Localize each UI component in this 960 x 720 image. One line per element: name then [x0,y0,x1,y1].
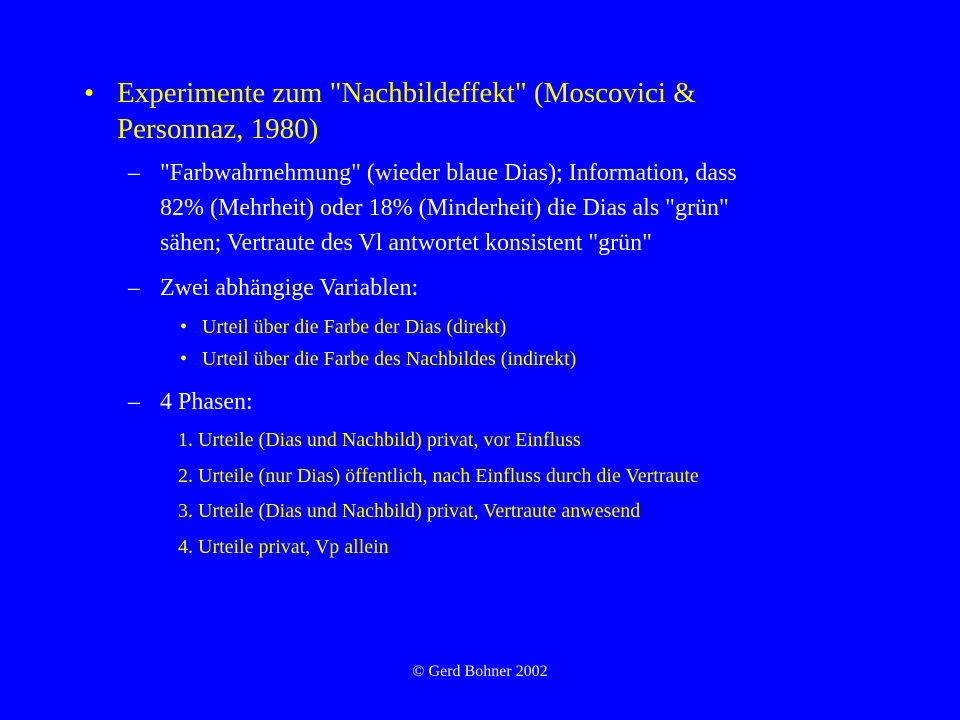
item1-line-1: "Farbwahrnehmung" (wieder blaue Dias); Information, dass [160,160,737,186]
item2-label: Zwei abhängige Variablen: [160,275,419,301]
item1-line-2: 82% (Mehrheit) oder 18% (Minderheit) die Dias als "grün" [160,195,729,221]
phase-3: 3. Urteile (Dias und Nachbild) privat, Vertraute anwesend [178,500,641,522]
sub-item-2: Urteil über die Farbe des Nachbildes (indirekt) [202,348,577,370]
phase-4: 4. Urteile privat, Vp allein [178,536,389,558]
title-bullet: • [84,77,95,109]
phase-2: 2. Urteile (nur Dias) öffentlich, nach Einfluss durch die Vertraute [178,465,699,487]
dash-1: – [128,160,140,186]
dash-2: – [128,275,140,301]
sub-bullet-2: • [180,348,188,370]
title-line-1: Experimente zum "Nachbildeffekt" (Moscovici & [117,77,696,109]
dash-3: – [128,389,140,415]
item3-label: 4 Phasen: [160,389,253,415]
title-line-2: Personnaz, 1980) [117,113,319,145]
sub-bullet-1: • [180,316,188,338]
item1-line-3: sähen; Vertraute des Vl antwortet konsistent "grün" [160,230,652,256]
footer-copyright: © Gerd Bohner 2002 [412,663,548,680]
phase-1: 1. Urteile (Dias und Nachbild) privat, vor Einfluss [178,429,581,451]
sub-item-1: Urteil über die Farbe der Dias (direkt) [202,316,507,338]
